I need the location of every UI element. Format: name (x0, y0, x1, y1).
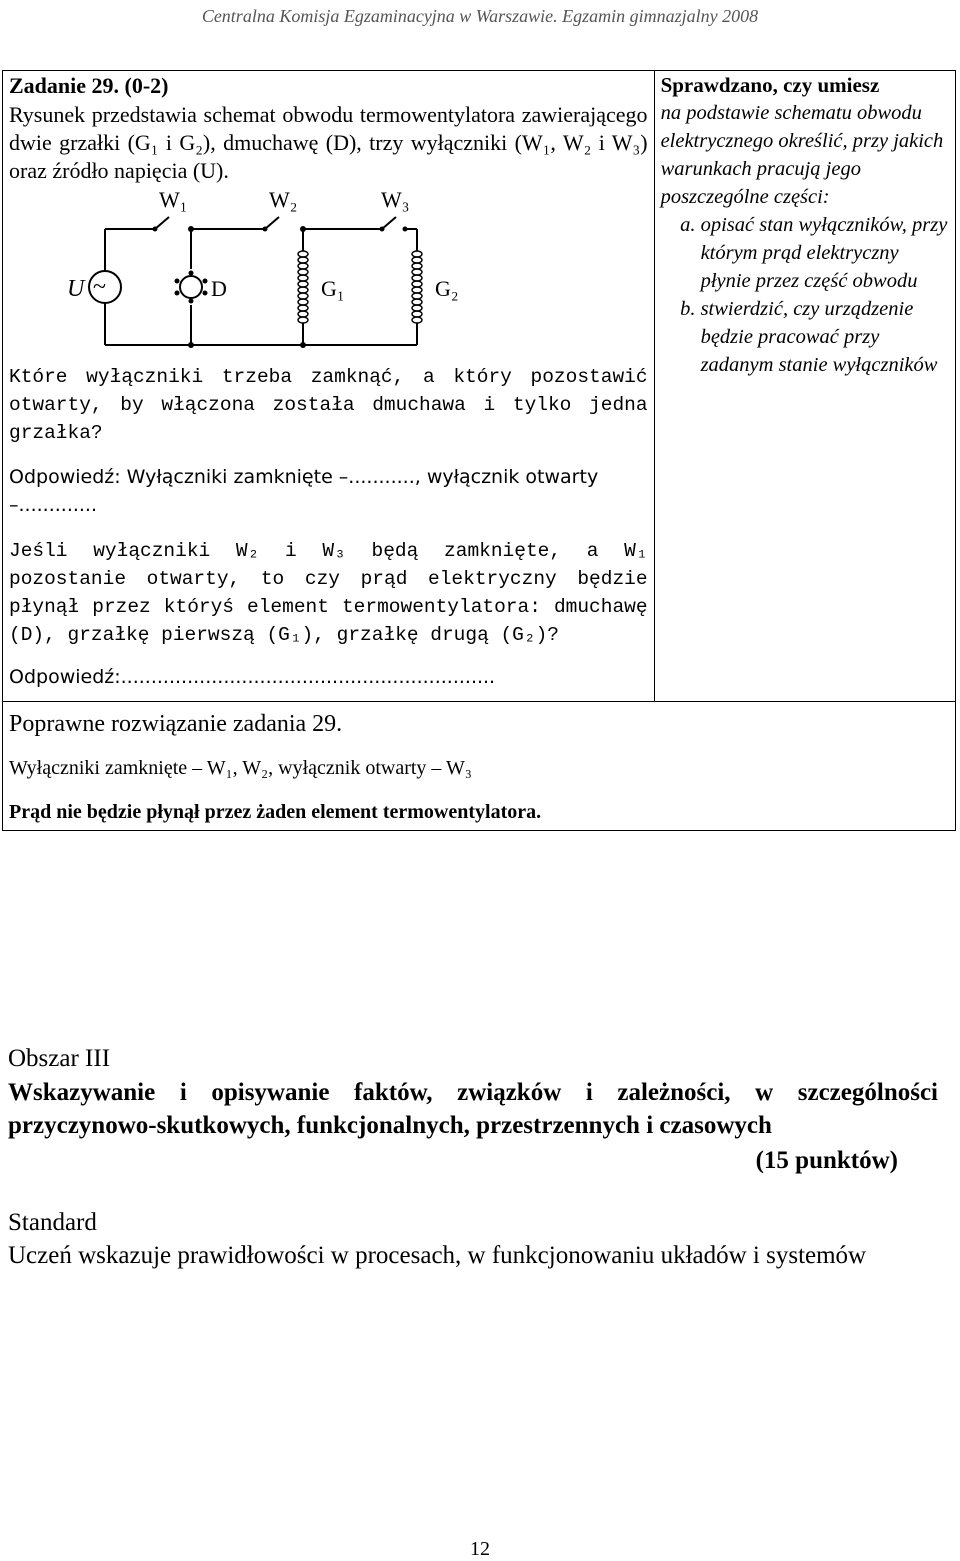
area-points: (15 punktów) (755, 1147, 898, 1174)
area-title: Obszar III (8, 1045, 111, 1072)
area-description: Wskazywanie i opisywanie faktów, związków i zależności, w szczególności przyczynowo-skutkowych, funkcjonalnych, przestrzennych i czasowych (8, 1079, 938, 1139)
check-intro: na podstawie schematu obwodu elektrycznego określić, przy jakich warunkach pracują jego poszczególne części: (660, 102, 944, 208)
question-2: Jeśli wyłączniki W₂ i W₃ będą zamknięte, a W₁ pozostanie otwarty, to czy prąd elektryczny będzie płynął przez któryś element termowentylatora: dmuchawę (D), grzałkę pierwszą (G₁), grzałkę drugą (G₂)? (9, 540, 648, 646)
standard-label: Standard (8, 1209, 97, 1236)
fan-label: D (211, 276, 227, 301)
check-item: a. opisać stan wyłączników, przy którym prąd elektryczny płynie przez część obwodu (701, 211, 949, 295)
answer-1: Odpowiedź: Wyłączniki zamknięte –..........., wyłącznik otwarty –............. (9, 466, 599, 516)
fan-symbol (180, 276, 202, 298)
switch-w1 (155, 217, 169, 229)
solution-cell (3, 702, 956, 831)
question-1: Które wyłączniki trzeba zamknąć, a który pozostawić otwarty, by włączona została dmuchawa i tylko jedna grzałka? (9, 366, 648, 444)
source-label: U (67, 276, 85, 302)
standard-text: Uczeń wskazuje prawidłowości w procesach, w funkcjonowaniu układów i systemów (8, 1242, 867, 1269)
switch-w1-label: W₁ (159, 187, 188, 212)
heater1-label: G₁ (321, 276, 345, 301)
switch-w3 (382, 217, 396, 229)
heater2-label: G₂ (435, 276, 459, 301)
check-cell (654, 71, 955, 702)
task-table (2, 70, 956, 831)
answer-2: Odpowiedź:.............................................................. (9, 666, 496, 688)
solution-line-2: Prąd nie będzie płynął przez żaden element termowentylatora. (9, 801, 542, 823)
switch-w2 (265, 217, 279, 229)
check-item: b. stwierdzić, czy urządzenie będzie pracować przy zadanym stanie wyłączników (701, 295, 949, 379)
task-intro: Rysunek przedstawia schemat obwodu termowentylatora zawierającego dwie grzałki (G₁ i G₂), dmuchawę (D), trzy wyłączniki (W₁, W₂ i W₃) oraz źródło napięcia (U). (9, 102, 648, 183)
solution-title: Poprawne rozwiązanie zadania 29. (9, 711, 343, 737)
switch-w3-label: W₃ (381, 187, 410, 212)
circuit-diagram (59, 185, 519, 357)
page-header: Centralna Komisja Egzaminacyjna w Warszawie. Egzamin gimnazjalny 2008 (201, 6, 759, 26)
solution-line-1: Wyłączniki zamknięte – W₁, W₂, wyłącznik otwarty – W₃ (9, 757, 472, 779)
task-title: Zadanie 29. (0-2) (9, 73, 169, 98)
page-number: 12 (470, 1538, 490, 1560)
check-list (661, 211, 949, 379)
task-content-cell (3, 71, 655, 702)
switch-w2-label: W₂ (269, 187, 298, 212)
check-heading: Sprawdzano, czy umiesz (660, 73, 880, 97)
heater2-coil (412, 251, 422, 323)
heater1-coil (298, 251, 308, 323)
source-symbol: ~ (93, 274, 106, 300)
